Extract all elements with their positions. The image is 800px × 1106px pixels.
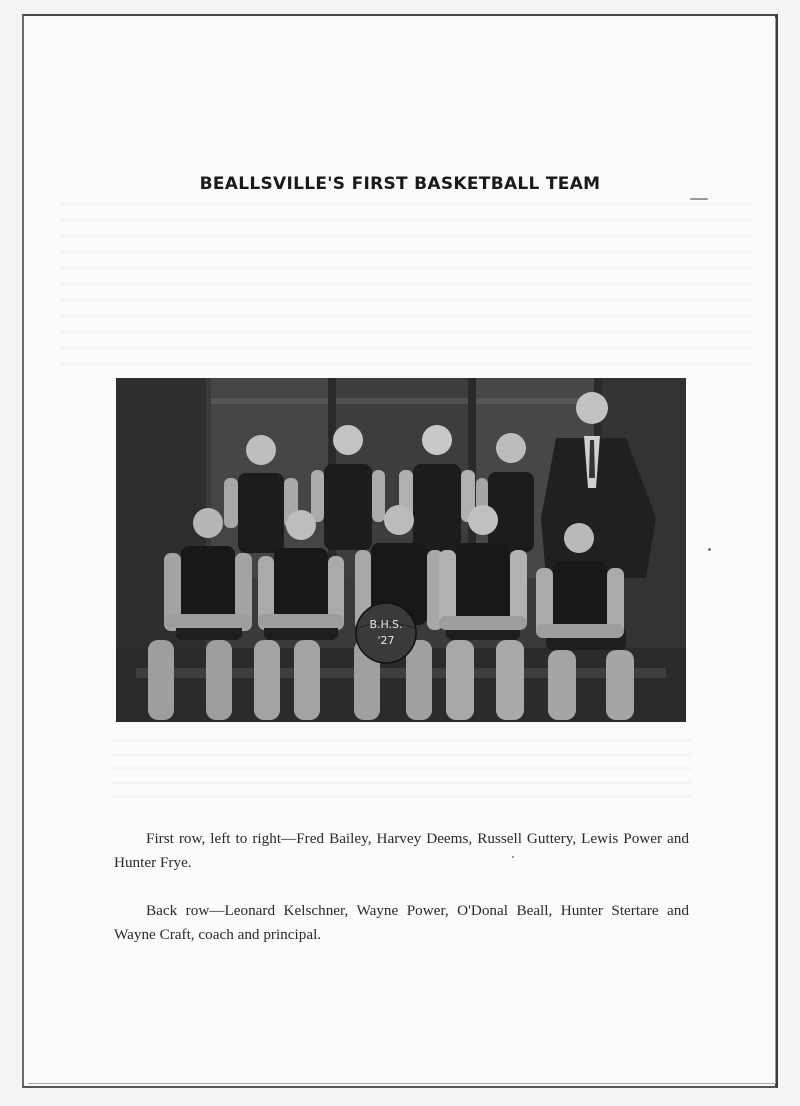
- basketball: [356, 603, 416, 663]
- paper-speck: [690, 198, 708, 200]
- page-title: BEALLSVILLE'S FIRST BASKETBALL TEAM: [199, 174, 601, 194]
- caption-first-row: First row, left to right—Fred Bailey, Harvey Deems, Russell Guttery, Lewis Power and Hunter Frye.: [114, 830, 689, 872]
- show-through-texture: [60, 195, 750, 365]
- show-through-texture-lower: [112, 728, 692, 798]
- team-photograph: [116, 378, 686, 722]
- paper-speck: [512, 856, 514, 858]
- caption-back-row: Back row—Leonard Kelschner, Wayne Power, O'Donal Beall, Hunter Stertare and Wayne Craft, coach and principal.: [114, 902, 689, 944]
- paper-speck: [708, 548, 711, 551]
- ball-text-line2: '27: [377, 634, 395, 647]
- ball-text-line1: B.H.S.: [369, 618, 403, 631]
